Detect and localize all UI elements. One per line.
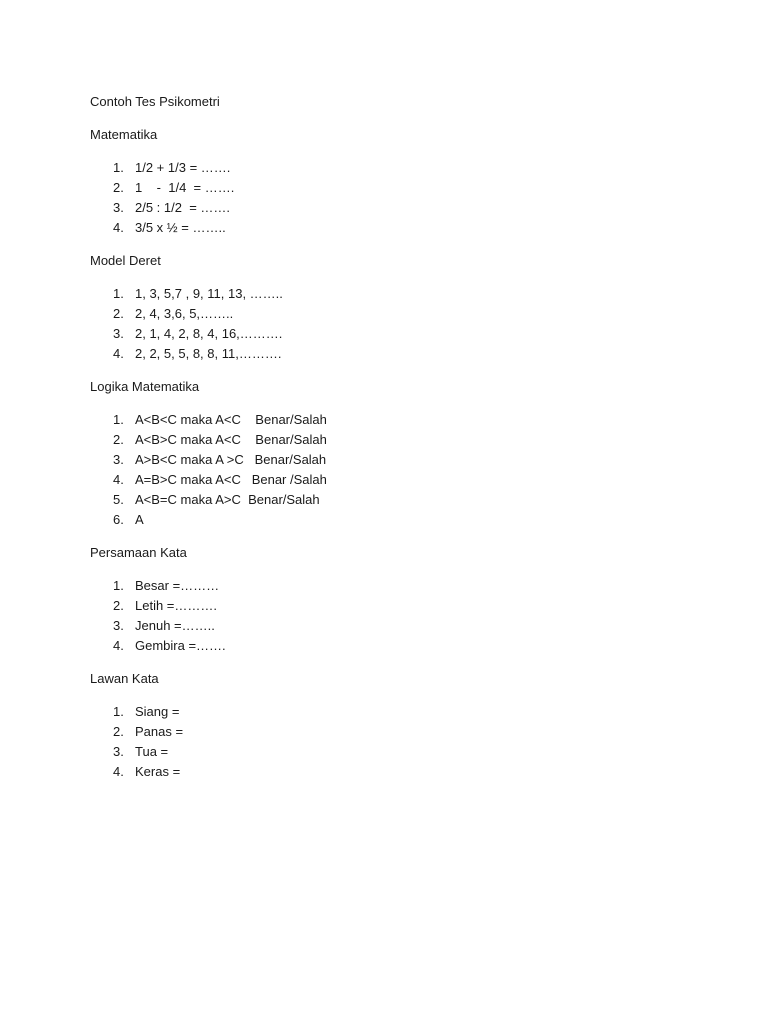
item-text: Tua = bbox=[135, 744, 169, 759]
list-item bbox=[90, 324, 690, 344]
section-model-deret bbox=[90, 251, 690, 364]
list-item bbox=[90, 410, 690, 430]
question-list bbox=[90, 702, 690, 782]
item-number: 1. bbox=[113, 578, 124, 593]
item-number: 1. bbox=[113, 412, 124, 427]
item-text: Keras = bbox=[135, 764, 181, 779]
list-item bbox=[90, 596, 690, 616]
list-item bbox=[90, 304, 690, 324]
list-item bbox=[90, 490, 690, 510]
item-number: 2. bbox=[113, 180, 124, 195]
item-text: 1 - 1/4 = ……. bbox=[135, 180, 235, 195]
list-item bbox=[90, 178, 690, 198]
item-number: 1. bbox=[113, 286, 124, 301]
list-item bbox=[90, 762, 690, 782]
item-text: 2, 2, 5, 5, 8, 8, 11,………. bbox=[135, 346, 282, 361]
item-text: 2, 4, 3,6, 5,…….. bbox=[135, 306, 234, 321]
item-number: 3. bbox=[113, 200, 124, 215]
item-number: 4. bbox=[113, 638, 124, 653]
item-text: Panas = bbox=[135, 724, 184, 739]
list-item bbox=[90, 158, 690, 178]
item-number: 2. bbox=[113, 306, 124, 321]
question-list bbox=[90, 158, 690, 238]
item-text: A<B=C maka A>C Benar/Salah bbox=[135, 492, 320, 507]
document-page bbox=[90, 92, 690, 795]
item-number: 3. bbox=[113, 618, 124, 633]
list-item bbox=[90, 702, 690, 722]
list-item bbox=[90, 576, 690, 596]
list-item bbox=[90, 198, 690, 218]
item-number: 2. bbox=[113, 432, 124, 447]
item-number: 6. bbox=[113, 512, 124, 527]
list-item bbox=[90, 470, 690, 490]
item-text: Letih =………. bbox=[135, 598, 218, 613]
section-heading: Logika Matematika bbox=[90, 379, 200, 394]
question-list bbox=[90, 576, 690, 656]
item-text: 3/5 x ½ = …….. bbox=[135, 220, 226, 235]
item-text: Jenuh =…….. bbox=[135, 618, 215, 633]
list-item bbox=[90, 344, 690, 364]
item-text: Siang = bbox=[135, 704, 180, 719]
item-text: Gembira =……. bbox=[135, 638, 226, 653]
list-item bbox=[90, 636, 690, 656]
item-number: 1. bbox=[113, 160, 124, 175]
item-text: 1, 3, 5,7 , 9, 11, 13, …….. bbox=[135, 286, 283, 301]
item-number: 3. bbox=[113, 452, 124, 467]
list-item bbox=[90, 430, 690, 450]
section-persamaan-kata bbox=[90, 543, 690, 656]
item-text: A>B<C maka A >C Benar/Salah bbox=[135, 452, 327, 467]
list-item bbox=[90, 722, 690, 742]
item-text: Besar =……… bbox=[135, 578, 220, 593]
list-item bbox=[90, 218, 690, 238]
list-item bbox=[90, 510, 690, 530]
section-lawan-kata bbox=[90, 669, 690, 782]
section-logika-matematika bbox=[90, 377, 690, 530]
list-item bbox=[90, 742, 690, 762]
item-text: A<B<C maka A<C Benar/Salah bbox=[135, 412, 327, 427]
item-number: 2. bbox=[113, 598, 124, 613]
document-title: Contoh Tes Psikometri bbox=[90, 94, 220, 109]
item-number: 4. bbox=[113, 346, 124, 361]
item-text: A<B>C maka A<C Benar/Salah bbox=[135, 432, 327, 447]
item-number: 3. bbox=[113, 744, 124, 759]
item-number: 4. bbox=[113, 764, 124, 779]
section-heading: Persamaan Kata bbox=[90, 545, 187, 560]
question-list bbox=[90, 410, 690, 530]
item-text: A=B>C maka A<C Benar /Salah bbox=[135, 472, 327, 487]
item-number: 4. bbox=[113, 220, 124, 235]
section-heading: Matematika bbox=[90, 127, 158, 142]
item-text: A bbox=[135, 512, 144, 527]
item-number: 2. bbox=[113, 724, 124, 739]
section-heading: Model Deret bbox=[90, 253, 161, 268]
item-text: 1/2 + 1/3 = ……. bbox=[135, 160, 231, 175]
list-item bbox=[90, 284, 690, 304]
item-number: 3. bbox=[113, 326, 124, 341]
item-number: 4. bbox=[113, 472, 124, 487]
list-item bbox=[90, 450, 690, 470]
section-matematika bbox=[90, 125, 690, 238]
section-heading: Lawan Kata bbox=[90, 671, 159, 686]
item-text: 2, 1, 4, 2, 8, 4, 16,………. bbox=[135, 326, 283, 341]
item-number: 1. bbox=[113, 704, 124, 719]
list-item bbox=[90, 616, 690, 636]
question-list bbox=[90, 284, 690, 364]
item-text: 2/5 : 1/2 = ……. bbox=[135, 200, 231, 215]
item-number: 5. bbox=[113, 492, 124, 507]
